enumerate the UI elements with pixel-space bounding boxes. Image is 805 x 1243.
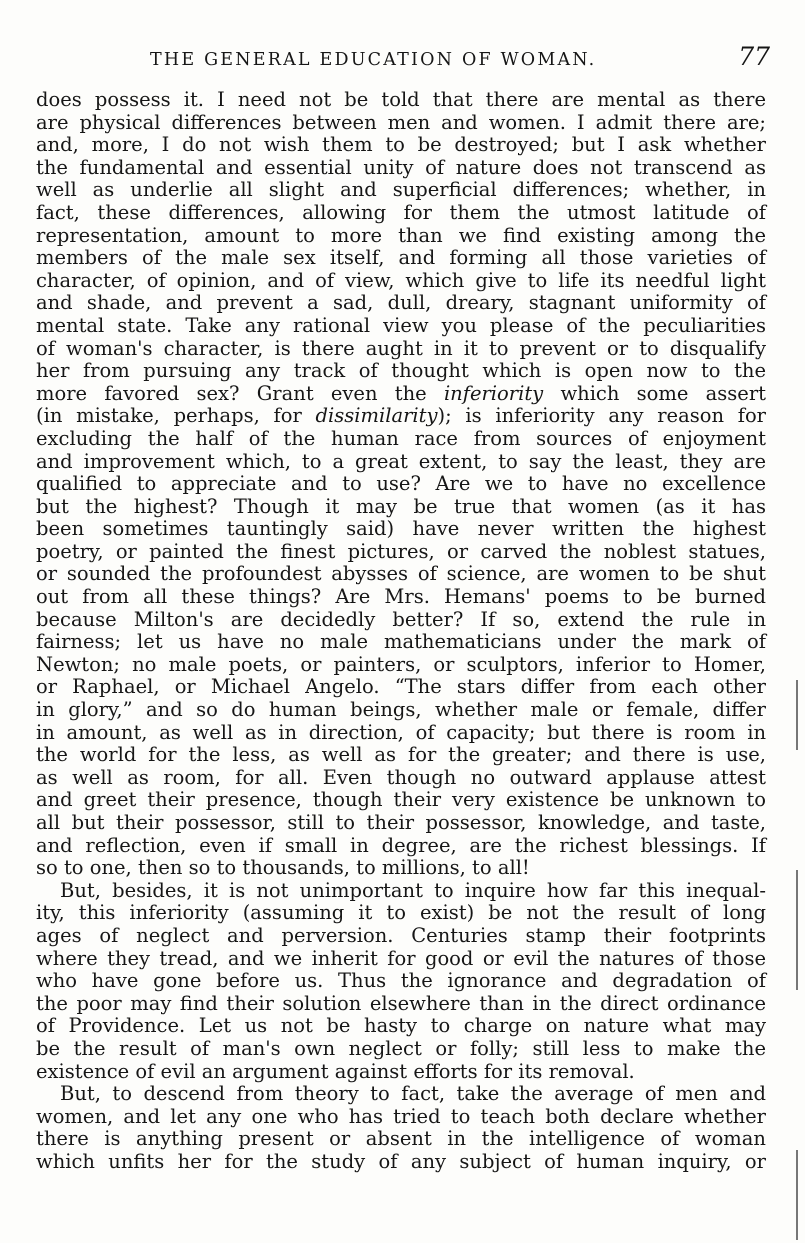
page-edge-mark xyxy=(796,870,798,990)
text-segment: (in mistake, perhaps, for xyxy=(36,404,302,428)
text-line: in amount, as well as in direction, of capacity; but there is room in xyxy=(36,720,766,744)
text-line: and, more, I do not wish them to be destroyed; but I ask whether xyxy=(36,133,766,157)
text-line: excluding the half of the human race from sources of enjoyment xyxy=(36,426,766,450)
text-line: qualified to appreciate and to use? Are we to have no excellence xyxy=(36,472,766,496)
text-line: but the highest? Though it may be true that women (as it has xyxy=(36,494,766,518)
text-line: and reflection, even if small in degree, are the richest blessings. If xyxy=(36,833,766,857)
text-line: well as underlie all slight and superficial differences; whether, in xyxy=(36,178,766,202)
text-line: all but their possessor, still to their possessor, knowledge, and taste, xyxy=(36,811,766,834)
text-line: representation, amount to more than we find existing among the xyxy=(36,223,766,247)
text-line: where they tread, and we inherit for good or evil the natures of those xyxy=(36,946,766,970)
text-line: are physical differences between men and women. I admit there are; xyxy=(36,110,766,134)
text-line: or sounded the profoundest abysses of science, are women to be shut xyxy=(36,562,766,586)
text-line: out from all these things? Are Mrs. Hemans' poems to be burned xyxy=(36,585,766,609)
italic-term: dissimilarity xyxy=(315,404,438,428)
text-line: which unfits her for the study of any subject of human inquiry, or xyxy=(36,1149,766,1173)
text-line: so to one, then so to thousands, to millions, to all! xyxy=(36,856,530,880)
text-line: of Providence. Let us not be hasty to charge on nature what may xyxy=(36,1014,766,1038)
text-segment: more favored sex? Grant even the xyxy=(36,381,427,405)
text-line: the fundamental and essential unity of nature does not transcend as xyxy=(36,155,766,179)
text-line: and improvement which, to a great extent, to say the least, they are xyxy=(36,449,766,473)
text-line: be the result of man's own neglect or folly; still less to make the xyxy=(36,1036,766,1060)
text-line: her from pursuing any track of thought which is open now to the xyxy=(36,359,766,383)
page-edge-mark xyxy=(796,1150,798,1240)
text-line: as well as room, for all. Even though no outward applause attest xyxy=(36,765,766,789)
text-line: because Milton's are decidedly better? If so, extend the rule in xyxy=(36,607,766,631)
text-line: who have gone before us. Thus the ignorance and degradation of xyxy=(36,969,766,993)
text-line: members of the male sex itself, and forming all those varieties of xyxy=(36,246,766,270)
text-line: and greet their presence, though their very existence be unknown to xyxy=(36,788,766,812)
text-line xyxy=(36,405,766,428)
text-line: mental state. Take any rational view you please of the peculiarities xyxy=(36,313,766,337)
text-line: Newton; no male poets, or painters, or sculptors, inferior to Homer, xyxy=(36,652,766,676)
page-edge-mark xyxy=(796,680,798,750)
text-line: in glory,” and so do human beings, whether male or female, differ xyxy=(36,698,766,722)
text-line: there is anything present or absent in the intelligence of woman xyxy=(36,1127,766,1151)
running-header xyxy=(36,38,770,78)
text-line: poetry, or painted the finest pictures, or carved the noblest statues, xyxy=(36,539,766,563)
text-line: does possess it. I need not be told that there are mental as there xyxy=(36,88,766,111)
text-line xyxy=(36,383,766,406)
text-segment: which some assert xyxy=(560,381,766,405)
text-line: ages of neglect and perversion. Centuries stamp their footprints xyxy=(36,923,766,947)
text-line: fairness; let us have no male mathematicians under the mark of xyxy=(36,630,766,654)
text-line: or Raphael, or Michael Angelo. “The stars differ from each other xyxy=(36,675,766,699)
text-line: women, and let any one who has tried to teach both declare whether xyxy=(36,1104,766,1128)
running-title: THE GENERAL EDUCATION OF WOMAN. xyxy=(150,50,597,70)
text-line: and shade, and prevent a sad, dull, dreary, stagnant uniformity of xyxy=(36,291,766,315)
text-segment: ); is inferiority any reason for xyxy=(437,404,767,428)
text-line: of woman's character, is there aught in it to prevent or to disqualify xyxy=(36,336,766,360)
text-line: the world for the less, as well as for the greater; and there is use, xyxy=(36,743,766,767)
page-number: 77 xyxy=(738,42,770,71)
text-line: character, of opinion, and of view, which give to life its needful light xyxy=(36,268,766,292)
italic-term: inferiority xyxy=(443,381,544,405)
text-line: But, to descend from theory to fact, take the average of men and xyxy=(60,1082,766,1106)
text-line: fact, these differences, allowing for them the utmost latitude of xyxy=(36,200,766,224)
text-line: the poor may find their solution elsewhere than in the direct ordinance xyxy=(36,991,766,1015)
text-line: ity, this inferiority (assuming it to exist) be not the result of long xyxy=(36,901,766,925)
text-line: But, besides, it is not unimportant to inquire how far this inequal- xyxy=(60,878,766,902)
text-line: existence of evil an argument against efforts for its removal. xyxy=(36,1059,635,1083)
text-line: been sometimes tauntingly said) have never written the highest xyxy=(36,517,766,541)
body-text xyxy=(36,89,766,1174)
